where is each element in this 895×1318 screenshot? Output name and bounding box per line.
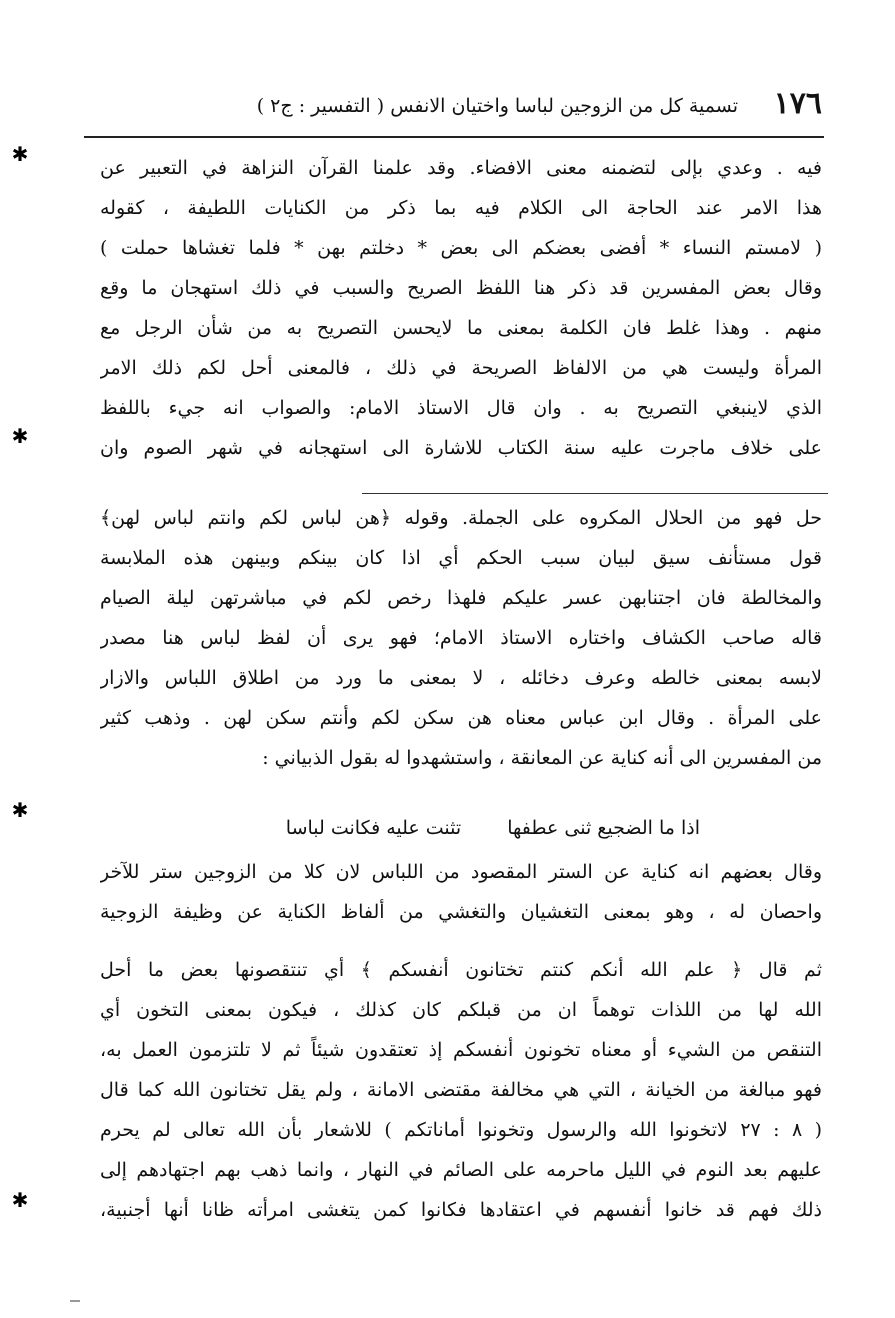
- paragraph-3: [100, 852, 822, 932]
- header-rule: [84, 136, 824, 138]
- paragraph-4: [100, 950, 822, 1230]
- paragraph-2: [100, 498, 822, 778]
- paragraph-1: [100, 148, 822, 468]
- poetry-verse: [180, 808, 700, 848]
- text-line: على خلاف ماجرت عليه سنة الكتاب للاشارة الى استهجانه في شهر الصوم وان: [100, 437, 822, 459]
- text-line: الذي لاينبغي التصريح به . وان قال الاستاذ الامام: والصواب انه جيء باللفظ: [100, 397, 822, 419]
- margin-ink-mark: ✱: [11, 142, 29, 166]
- text-line: ثم قال ﴿ علم الله أنكم كنتم تختانون أنفسكم ﴾ أي تنتقصونها بعض ما أحل: [100, 959, 822, 981]
- text-line: فيه . وعدي بإلى لتضمنه معنى الافضاء. وقد علمنا القرآن النزاهة في التعبير عن: [100, 157, 822, 179]
- text-line: عليهم بعد النوم في الليل ماحرمه على الصائم في النهار ، وانما ذهب بهم اجتهادهم إلى: [100, 1159, 822, 1181]
- text-line: هذا الامر عند الحاجة الى الكلام فيه بما ذكر من الكنايات اللطيفة ، كقوله: [100, 197, 822, 219]
- text-line: وقال بعضهم انه كناية عن الستر المقصود من اللباس لان كلا من الزوجين ستر للآخر: [100, 861, 822, 883]
- text-line: المرأة وليست هي من الالفاظ الصريحة في ذلك ، فالمعنى أحل لكم ذلك الامر: [100, 357, 822, 379]
- verse-first-hemistich: اذا ما الضجيع ثنى عطفها: [507, 817, 700, 839]
- text-line: التنقص من الشيء أو معناه تخونون أنفسكم إذ تعتقدون شيئاً ثم لا تلتزمون العمل به،: [100, 1039, 822, 1061]
- text-line: واحصان له ، وهو بمعنى التغشيان والتغشي من ألفاظ الكناية عن وظيفة الزوجية: [100, 901, 822, 923]
- text-line: ( ٨ : ٢٧ لاتخونوا الله والرسول وتخونوا أماناتكم ) للاشعار بأن الله تعالى لم يحرم: [100, 1119, 822, 1141]
- text-line: حل فهو من الحلال المكروه على الجملة. وقوله ﴿هن لباس لكم وانتم لباس لهن﴾: [100, 507, 822, 529]
- section-divider: [362, 493, 828, 494]
- text-line: لابسه بمعنى خالطه وعرف دخائله ، لا بمعنى ما ورد من اطلاق اللباس والازار: [100, 667, 822, 689]
- text-line: من المفسرين الى أنه كناية عن المعانقة ، واستشهدوا له بقول الذبياني :: [262, 747, 822, 769]
- text-line: ( لامستم النساء * أفضى بعضكم الى بعض * دخلتم بهن * فلما تغشاها حملت ): [100, 237, 822, 259]
- text-line: قاله صاحب الكشاف واختاره الاستاذ الامام؛ فهو يرى أن لفظ لباس هنا مصدر: [100, 627, 822, 649]
- margin-ink-mark: ✱: [11, 1188, 29, 1212]
- scan-artifact: [70, 1300, 80, 1302]
- text-line: على المرأة . وقال ابن عباس معناه هن سكن لكم وأنتم سكن لهن . وذهب كثير: [100, 707, 822, 729]
- text-line: ذلك فهم قد خانوا أنفسهم في اعتقادها فكانوا كمن يتغشى امرأته ظانا أنها أجنبية،: [100, 1199, 822, 1221]
- margin-ink-mark: ✱: [11, 798, 29, 822]
- text-line: فهو مبالغة من الخيانة ، التي هي مخالفة مقتضى الامانة ، ولم يقل تختانون الله كما قال: [100, 1079, 822, 1101]
- page-header: [80, 84, 822, 128]
- text-line: الله لها من اللذات توهماً ان من قبلكم كان كذلك ، فيكون بمعنى التخون أي: [100, 999, 822, 1021]
- running-title: تسمية كل من الزوجين لباسا واختيان الانفس ( التفسير : ج٢ ): [256, 95, 738, 117]
- text-line: وقال بعض المفسرين قد ذكر هنا اللفظ الصريح والسبب في ذلك استهجان ما وقع: [100, 277, 822, 299]
- text-line: والمخالطة فان اجتنابهن عسر عليكم فلهذا رخص لكم في مباشرتهن ليلة الصيام: [100, 587, 822, 609]
- verse-second-hemistich: تثنت عليه فكانت لباسا: [285, 817, 462, 839]
- margin-ink-mark: ✱: [11, 424, 29, 448]
- text-line: قول مستأنف سيق لبيان سبب الحكم أي اذا كان بينكم وبينهن هذه الملابسة: [100, 547, 822, 569]
- text-line: منهم . وهذا غلط فان الكلمة بمعنى ما لايحسن التصريح به من شأن الرجل مع: [100, 317, 822, 339]
- page-number: ١٧٦: [773, 86, 822, 121]
